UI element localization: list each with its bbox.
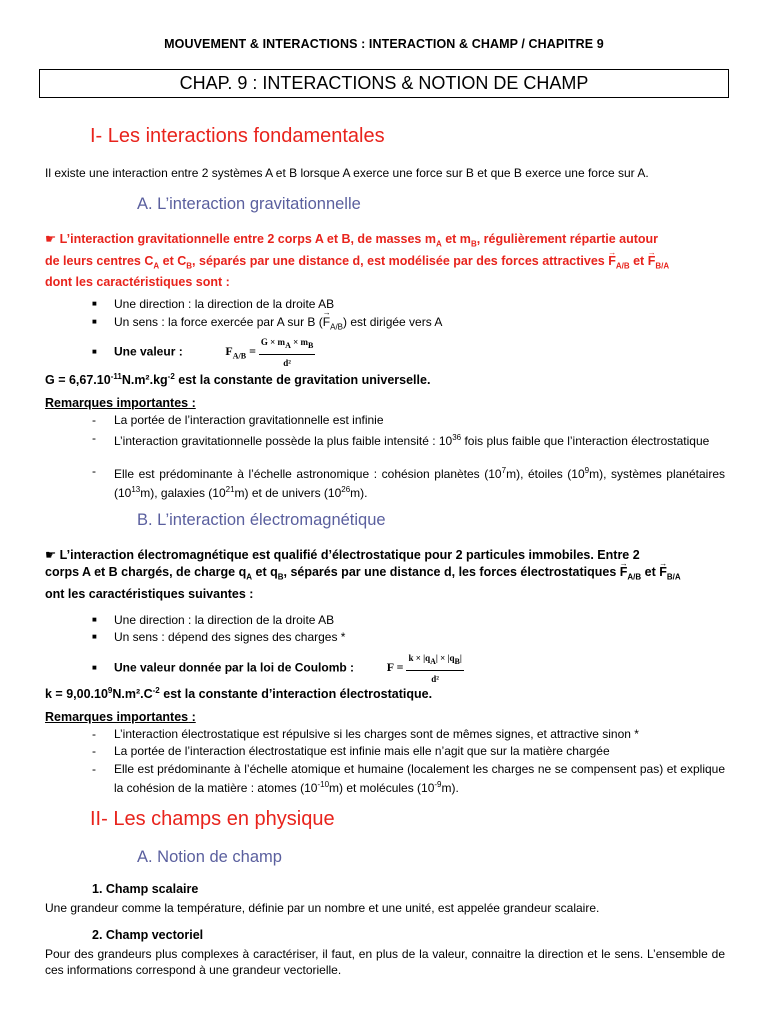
scalar-field-title: 1. Champ scalaire bbox=[92, 882, 199, 896]
gravitation-remark-3: - Elle est prédominante à l’échelle astronomique : cohésion planètes $(10^7m)$, étoiles $(10^9m)$, systèmes planétaires $(10^{13}m)$, galaxies $(10^{21}m)$ et de univers $(10^{26}m)$. bbox=[92, 464, 725, 500]
section-1-title: I- Les interactions fondamentales bbox=[90, 125, 385, 147]
electro-value: ■ Une valeur donnée par la loi de Coulomb : F = $\frac{k \times |q_A| \times |q_B|}{\text{d²}}$ bbox=[92, 650, 464, 687]
electro-direction: ■ Une direction : la direction de la droite AB bbox=[92, 613, 335, 627]
vector-field-title: 2. Champ vectoriel bbox=[92, 928, 204, 942]
newton-formula: $F_{A/B}$ = $\frac{G \times m_A \times m_B}{\text{d²}}$ bbox=[225, 334, 315, 371]
gravitation-remark-1: - La portée de l’interaction gravitationnelle est infinie bbox=[92, 413, 384, 427]
gravitation-constant: $G = 6,67.10^{-11}N.m^2.kg^{-2}$ est la constante de gravitation universelle. bbox=[45, 372, 431, 388]
electro-sense: ■ Un sens : dépend des signes des charges * bbox=[92, 630, 346, 644]
electro-constant: $k = 9,00.10^9N.m^2.C^{-2}$ est la constante d’interaction électrostatique. bbox=[45, 686, 433, 702]
section-2-title: II- Les champs en physique bbox=[90, 808, 335, 830]
section-1-intro: Il existe une interaction entre 2 systèmes A et B lorsque A exerce une force sur B et que B exerce une force sur A. bbox=[45, 166, 649, 180]
electro-remark-3: - Elle est prédominante à l’échelle atomique et humaine (localement les charges ne se compensent pas) et explique la cohésion de la matière : atomes $(10^{-10}m)$ et molécules $(10^{-9}m)$. bbox=[92, 762, 725, 795]
electromagnetic-lead: ☛ L’interaction électromagnétique est qualifié d’électrostatique pour 2 particules immobiles. Entre 2 corps A et B chargés, de charge $q_A$ et $q_B$, séparés par une distance d, les forces électrostatiques → $F_{A/B}$ et → $F_{B/A}$ ont les caractéristiques suivantes : bbox=[45, 547, 725, 603]
scalar-field-text: Une grandeur comme la température, définie par un nombre et une unité, est appelée grandeur scalaire. bbox=[45, 901, 600, 915]
gravitation-lead: ☛ L’interaction gravitationnelle entre 2 corps A et B, de masses $m_A$ et $m_B$, régulièrement répartie autour de leurs centres $C_A$ et $C_B$, séparés par une distance d, est modélisée par des forces attractives → $F_{A/B}$ et → $F_{B/A}$ dont les caractéristiques sont : bbox=[45, 231, 725, 291]
coulomb-formula: F = $\frac{k \times |q_A| \times |q_B|}{\text{d²}}$ bbox=[387, 650, 464, 687]
subsection-a-title: A. L’interaction gravitationnelle bbox=[137, 195, 361, 213]
remarks-title-electro: Remarques importantes : bbox=[45, 710, 196, 724]
gravitation-value: ■ Une valeur : $F_{A/B}$ = $\frac{G \times m_A \times m_B}{\text{d²}}$ bbox=[92, 334, 315, 371]
remarks-title-gravitation: Remarques importantes : bbox=[45, 396, 196, 410]
gravitation-sense: ■ Un sens : la force exercée par A sur B (→ $F_{A/B}$) est dirigée vers A bbox=[92, 314, 442, 335]
chapter-title: CHAP. 9 : INTERACTIONS & NOTION DE CHAMP bbox=[39, 69, 729, 98]
gravitation-direction: ■ Une direction : la direction de la droite AB bbox=[92, 297, 335, 311]
subsection-b-title: B. L’interaction électromagnétique bbox=[137, 511, 386, 529]
gravitation-remark-2: - L’interaction gravitationnelle possède la plus faible intensité : $10^{36}$ fois plus faible que l’interaction électrostatique bbox=[92, 431, 710, 448]
electro-remark-2: - La portée de l’interaction électrostatique est infinie mais elle n’agit que sur la matière chargée bbox=[92, 744, 610, 758]
vector-field-text: Pour des grandeurs plus complexes à caractériser, il faut, en plus de la valeur, connaitre la direction et le sens. L’ensemble de ces informations correspond à une grandeur vectorielle. bbox=[45, 947, 725, 977]
subsection-notion-title: A. Notion de champ bbox=[137, 848, 282, 866]
electro-remark-1: - L’interaction électrostatique est répulsive si les charges sont de mêmes signes, et attractive sinon * bbox=[92, 727, 639, 741]
running-head: MOUVEMENT & INTERACTIONS : INTERACTION & CHAMP / CHAPITRE 9 bbox=[164, 37, 604, 51]
